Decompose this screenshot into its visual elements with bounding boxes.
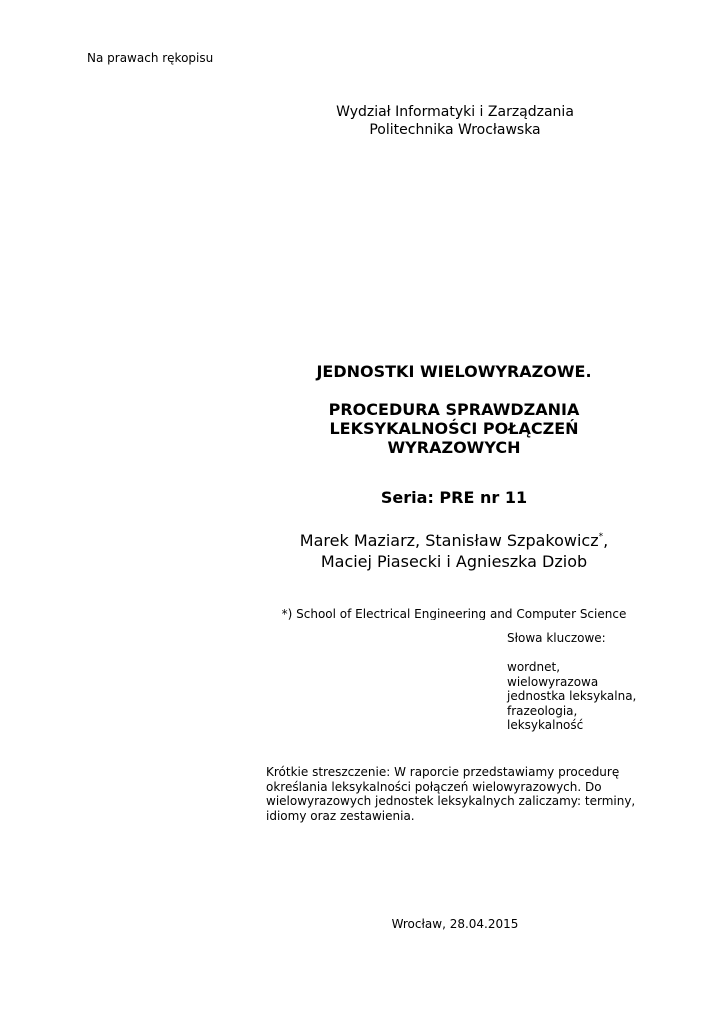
abstract-line: określania leksykalności połączeń wielowyrazowych. Do <box>266 779 602 794</box>
authors-names-1: Marek Maziarz, Stanisław Szpakowicz <box>299 531 599 550</box>
keywords-label: Słowa kluczowe: <box>507 631 606 645</box>
keyword-item: jednostka leksykalna, <box>507 689 637 703</box>
university-name: Politechnika Wrocławska <box>369 122 541 138</box>
keyword-item: wordnet, <box>507 660 561 674</box>
institution-block <box>290 103 620 139</box>
series-label: Seria: PRE nr 11 <box>380 488 528 507</box>
abstract-line: wielowyrazowych jednostek leksykalnych zaliczamy: terminy, <box>266 794 636 808</box>
authors-comma: , <box>603 531 609 550</box>
authors-block <box>254 530 654 572</box>
footnote-mark: * <box>598 532 604 542</box>
title-line-3: LEKSYKALNOŚCI POŁĄCZEŃ <box>329 419 579 438</box>
affiliation-footnote: *) School of Electrical Engineering and Computer Science <box>281 607 627 620</box>
title-line-2: PROCEDURA SPRAWDZANIA <box>328 400 580 419</box>
abstract-line: Krótkie streszczenie: W raporcie przedstawiamy procedurę <box>266 765 620 779</box>
manuscript-note: Na prawach rękopisu <box>87 51 214 65</box>
faculty-name: Wydział Informatyki i Zarządzania <box>336 104 574 120</box>
title-line-1: JEDNOSTKI WIELOWYRAZOWE. <box>316 362 592 381</box>
keyword-item: leksykalność <box>507 718 584 732</box>
abstract-line: idiomy oraz zestawienia. <box>266 808 415 823</box>
abstract-block <box>266 765 676 823</box>
report-title <box>254 362 654 457</box>
keyword-item: wielowyrazowa <box>507 674 599 689</box>
authors-line-1 <box>254 530 654 551</box>
authors-line-2: Maciej Piasecki i Agnieszka Dziob <box>320 552 588 571</box>
title-line-4: WYRAZOWYCH <box>387 438 521 457</box>
keyword-item: frazeologia, <box>507 703 578 718</box>
place-and-date: Wrocław, 28.04.2015 <box>391 917 519 931</box>
keywords-block <box>507 631 636 733</box>
